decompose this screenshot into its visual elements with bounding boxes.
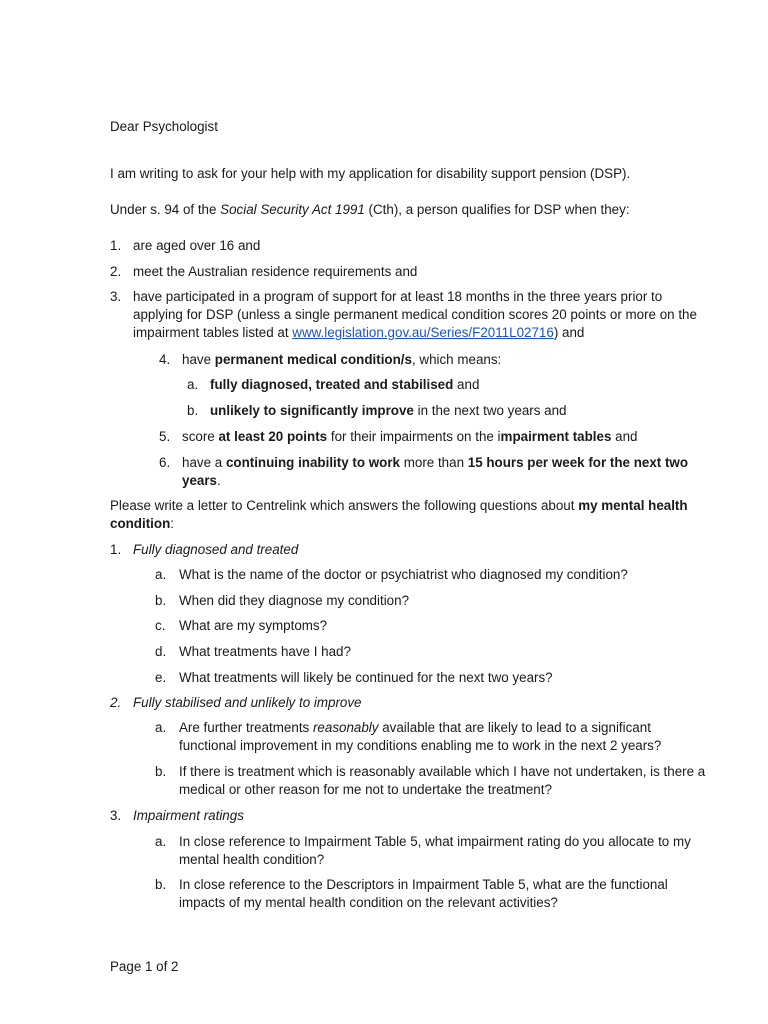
criteria-text — [133, 288, 708, 342]
list-number: 4. — [159, 352, 171, 367]
question-text: What is the name of the doctor or psychiatrist who diagnosed my condition? — [179, 567, 628, 582]
question-text: In close reference to Impairment Table 5, what impairment rating do you allocate to my mental health condition? — [179, 834, 691, 867]
salutation: Dear Psychologist — [110, 119, 218, 134]
list-number: 3. — [110, 289, 122, 304]
text-run: have — [182, 352, 215, 367]
text-run: have a — [182, 455, 226, 470]
list-number: 1. — [110, 542, 122, 557]
question-text: In close reference to the Descriptors in Impairment Table 5, what are the functional impacts of my mental health condition on the relevant activities? — [179, 877, 668, 910]
list-number: 2. — [110, 264, 122, 279]
act-title: Social Security Act 1991 — [220, 202, 365, 217]
question-text: When did they diagnose my condition? — [179, 593, 410, 608]
law-text-pre: Under s. 94 of the — [110, 202, 221, 217]
legislation-link[interactable]: www.legislation.gov.au/Series/F2011L02716 — [292, 325, 554, 340]
text-run: more than — [400, 455, 468, 470]
text-run: , which means: — [411, 352, 502, 367]
list-number: 6. — [159, 455, 171, 470]
list-letter: a. — [155, 834, 167, 849]
text-run: for their impairments on the i — [327, 429, 501, 444]
text-run: score — [182, 429, 219, 444]
bold-run: my mental health condition — [110, 498, 688, 531]
criteria-text — [182, 428, 707, 446]
bold-run: at least 20 points — [218, 429, 328, 444]
list-number: 3. — [110, 808, 122, 823]
sub-criteria-text — [210, 376, 705, 394]
text-run: and — [611, 429, 638, 444]
list-letter: b. — [187, 403, 199, 418]
text-run: and — [453, 377, 480, 392]
bold-run: fully diagnosed, treated and stabilised — [210, 377, 454, 392]
question-text: What treatments have I had? — [179, 644, 351, 659]
section-title: Fully stabilised and unlikely to improve — [133, 695, 362, 710]
criteria-text — [182, 454, 707, 490]
criteria-text-after: ) and — [553, 325, 585, 340]
list-letter: b. — [155, 877, 167, 892]
section-title: Fully diagnosed and treated — [133, 542, 299, 557]
question-text: If there is treatment which is reasonably available which I have not undertaken, is there a medical or other reason for me not to undertake the treatment? — [179, 764, 706, 797]
section-title: Impairment ratings — [133, 808, 244, 823]
text-run: available that are likely to lead to a significant functional improvement in my conditions enabling me to work in the next 2 years? — [179, 720, 662, 753]
criteria-text: meet the Australian residence requirements and — [133, 264, 418, 279]
text-run: Please write a letter to Centrelink which answers the following questions about — [110, 498, 579, 513]
criteria-text: are aged over 16 and — [133, 238, 261, 253]
bold-run: 15 hours per week for the next two years — [182, 455, 689, 488]
sub-criteria-text — [210, 402, 705, 420]
bold-run: permanent medical condition/s — [214, 352, 412, 367]
list-number: 5. — [159, 429, 171, 444]
question-text — [179, 719, 709, 755]
request-paragraph — [110, 497, 700, 533]
law-text-post: (Cth), a person qualifies for DSP when they: — [364, 202, 630, 217]
criteria-text — [182, 351, 707, 369]
text-run: Are further treatments — [179, 720, 313, 735]
text-run: . — [217, 473, 221, 488]
list-letter: a. — [155, 567, 167, 582]
italic-run: reasonably — [312, 720, 379, 735]
list-letter: d. — [155, 644, 167, 659]
text-run: in the next two years and — [413, 403, 567, 418]
list-letter: c. — [155, 618, 166, 633]
criteria-text-body: have participated in a program of support for at least 18 months in the three years prior to applying for DSP (unless a single permanent medical condition scores 20 points or more on the impairment tables listed at — [133, 289, 697, 340]
bold-run: unlikely to significantly improve — [210, 403, 414, 418]
question-text: What treatments will likely be continued for the next two years? — [179, 670, 553, 685]
list-number: 1. — [110, 238, 122, 253]
intro-paragraph: I am writing to ask for your help with my application for disability support pension (DSP). — [110, 166, 631, 181]
list-letter: b. — [155, 593, 167, 608]
page-number: Page 1 of 2 — [110, 959, 179, 974]
list-letter: a. — [155, 720, 167, 735]
text-run: : — [170, 516, 174, 531]
list-letter: b. — [155, 764, 167, 779]
question-text: What are my symptoms? — [179, 618, 328, 633]
list-letter: a. — [187, 377, 199, 392]
bold-run: continuing inability to work — [225, 455, 401, 470]
bold-run: mpairment tables — [500, 429, 612, 444]
list-letter: e. — [155, 670, 167, 685]
list-number: 2. — [110, 695, 122, 710]
law-paragraph — [110, 201, 690, 219]
